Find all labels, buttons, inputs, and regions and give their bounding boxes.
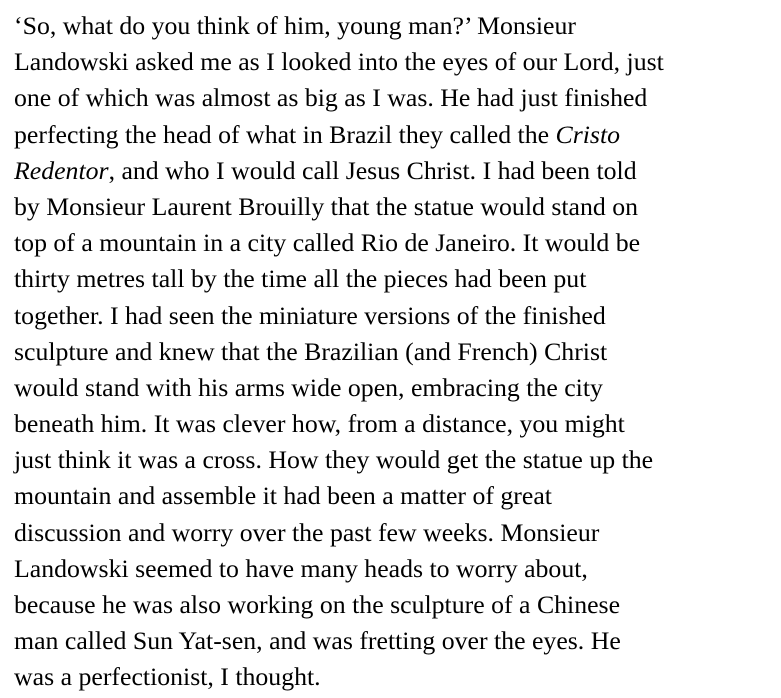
text-segment: thirty metres tall by the time all the pieces had been put [14, 264, 587, 294]
text-line [14, 80, 779, 116]
text-line [14, 298, 779, 334]
text-segment: , and who I would call Jesus Christ. I had been told [108, 155, 637, 185]
text-segment: was a perfectionist, I thought. [14, 662, 321, 692]
text-segment: mountain and assemble it had been a matter of great [14, 481, 552, 511]
text-segment: because he was also working on the sculpture of a Chinese [14, 590, 621, 619]
text-segment: together. I had seen the miniature versions of the finished [14, 300, 606, 330]
text-line [14, 153, 779, 189]
text-line [14, 442, 779, 478]
text-line [14, 478, 779, 514]
text-line [14, 117, 779, 153]
text-segment: would stand with his arms wide open, embracing the city [14, 372, 603, 402]
text-segment: beneath him. It was clever how, from a distance, you might [14, 409, 625, 439]
italic-text-segment: Redentor [14, 155, 109, 185]
text-line [14, 225, 779, 261]
text-line [14, 370, 779, 406]
text-line [14, 551, 779, 587]
text-line [14, 334, 779, 370]
text-segment: ‘So, what do you think of him, young man?’ Monsieur [14, 11, 576, 40]
text-segment: Landowski seemed to have many heads to worry about, [14, 553, 588, 583]
text-segment: perfecting the head of what in Brazil they called the [14, 119, 556, 149]
text-line [14, 623, 779, 659]
text-line [14, 8, 779, 44]
text-segment: man called Sun Yat-sen, and was fretting over the eyes. He [14, 626, 621, 656]
text-line [14, 406, 779, 442]
text-segment: by Monsieur Laurent Brouilly that the statue would stand on [14, 191, 639, 221]
text-segment: sculpture and knew that the Brazilian (and French) Christ [14, 336, 608, 366]
text-segment: Landowski asked me as I looked into the eyes of our Lord, just [14, 47, 664, 77]
text-line [14, 189, 779, 225]
text-segment: top of a mountain in a city called Rio de Janeiro. It would be [14, 228, 641, 258]
text-line [14, 659, 779, 695]
text-line [14, 587, 779, 623]
body-paragraph [14, 8, 779, 696]
text-line [14, 44, 779, 80]
text-line [14, 261, 779, 297]
text-segment: discussion and worry over the past few weeks. Monsieur [14, 517, 600, 547]
italic-text-segment: Cristo [555, 119, 621, 149]
text-segment: just think it was a cross. How they would get the statue up the [14, 445, 654, 475]
text-line [14, 515, 779, 551]
text-segment: one of which was almost as big as I was. He had just finished [14, 83, 648, 113]
